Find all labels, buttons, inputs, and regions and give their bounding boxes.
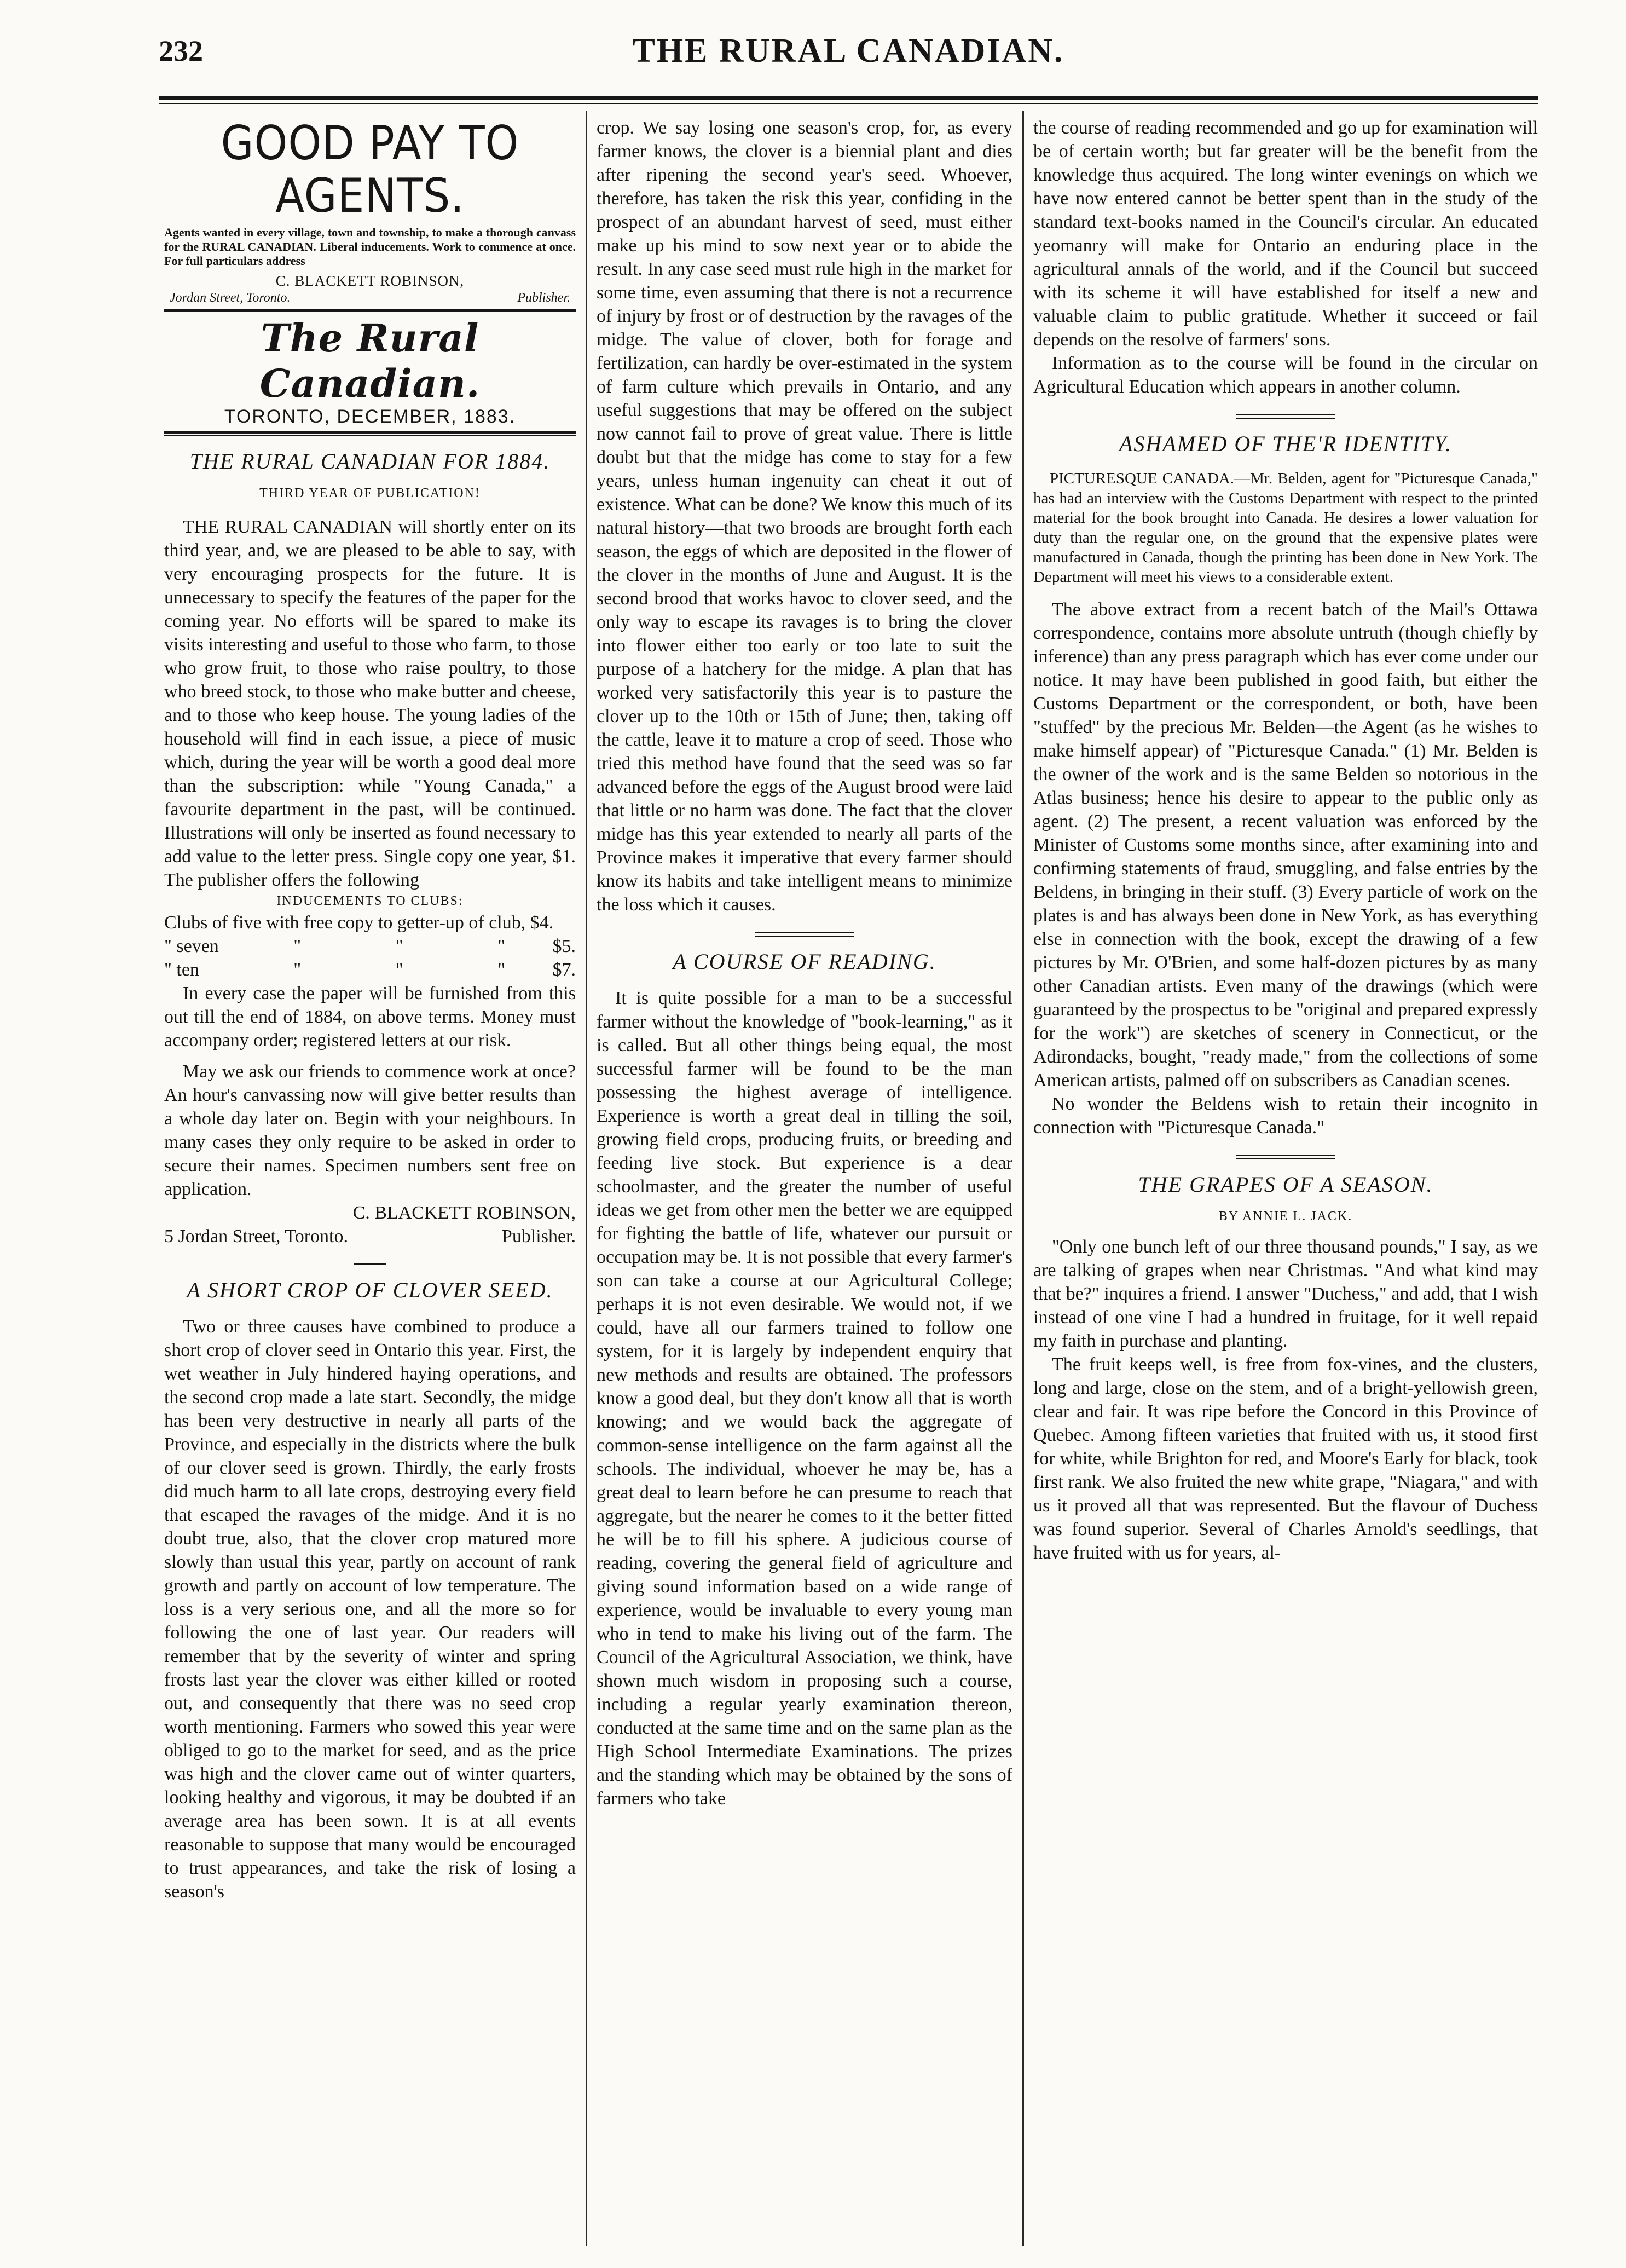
article-paragraph: The above extract from a recent batch of the Mail's Ottawa correspondence, contains more absolute untruth (though chiefly by inference) than any press paragraph which has ever come under our notice. It may have been published in good faith, but either the Customs Department or the correspondent, or both, have been "stuffed" by the precious Mr. Belden—the Agent (as he wishes to make himself appear) of "Picturesque Canada." (1) Mr. Belden is the owner of the work and is the same Belden so notorious in the Atlas business; hence his desire to appear to the public only as agent. (2) The present, a recent valuation was enforced by the Minister of Customs some months since, after examining into and confirming statements of fraud, smuggling, and false entries by the Beldens, in bringing in their stuff. (3) Every particle of work on the plates is and has always been done in New York, as has everything else in connection with the book, except the drawing of a few pictures by Mr. O'Brien, and some half-dozen pictures by as many other Canadian artists. Even many of the drawings (which were guaranteed by the prospectus to be "original and prepared expressly for the work") are sketches of scenery in Connecticut, or the Adirondacks, bought, "ready made," from the collections of some American artists, palmed off on subscribers as Canadian scenes.: [1033, 599, 1538, 1090]
article-paragraph: No wonder the Beldens wish to retain their incognito in connection with "Picturesque Canada.": [1033, 1094, 1538, 1138]
club-price: $5.: [552, 936, 576, 956]
signature-name: C. BLACKETT ROBINSON,: [352, 1203, 576, 1223]
article-paragraph: May we ask our friends to commence work at once? An hour's canvassing now will give better results than a whole day later on. Begin with your neighbours. In many cases they only require to be asked in order to secure their names. Specimen numbers sent free on application.: [164, 1061, 576, 1199]
masthead-rule-bottom: [164, 431, 576, 434]
dateline: TORONTO, DECEMBER, 1883.: [224, 406, 516, 427]
article-paragraph: In every case the paper will be furnished from this out till the end of 1884, on above terms. Money must accompany order; registered letters at our risk.: [164, 983, 576, 1051]
column-divider-2: [1022, 111, 1024, 2246]
article-paragraph: THE RURAL CANADIAN will shortly enter on its third year, and, we are pleased to be able to say, with very encouraging prospects for the future. It is unnecessary to specify the features of the paper for the coming year. No efforts will be spared to make its visits interesting and useful to those who farm, to those who grow fruit, to those who raise poultry, to those who breed stock, to those who make butter and cheese, and to those who keep house. The young ladies of the household will find in each issue, a piece of music which, during the year will be worth a good deal more than the subscription: while "Young Canada," a favourite department in the past, will be continued. Illustrations will only be inserted as found necessary to add value to the letter press. Single copy one year, $1. The publisher offers the following: [164, 517, 576, 890]
ad-address: Jordan Street, Toronto.: [170, 291, 291, 305]
header-rule-thick: [159, 96, 1538, 100]
column-divider-1: [586, 111, 587, 2246]
article-byline: BY ANNIE L. JACK.: [1218, 1209, 1353, 1224]
club-label: " seven: [164, 936, 219, 956]
ditto-mark: ": [293, 960, 302, 980]
ad-footer: [170, 291, 570, 305]
ad-publisher-name: C. BLACKETT ROBINSON,: [275, 273, 465, 289]
section-divider: [755, 936, 854, 937]
column-3: [1033, 116, 1538, 2251]
article-paragraph: The fruit keeps well, is free from fox-vines, and the clusters, long and large, close on the stem, and of a bright-yellowish green, clear and fair. It was ripe before the Concord in this Province of Quebec. Among fifteen varieties that fruited with us, it stood first for white, while Brighton for red, and Moore's Early for black, took first rank. We also fruited the new white grape, "Niagara," and with us it proved all that was represented. But the flavour of Duchess was found superior. Several of Charles Arnold's seedlings, that have fruited with us for years, al-: [1033, 1354, 1538, 1563]
ditto-mark: ": [395, 936, 403, 956]
article-subtitle: THIRD YEAR OF PUBLICATION!: [259, 486, 481, 500]
article-paragraph: the course of reading recommended and go up for examination will be of certain worth; but far greater will be the benefit from the knowledge thus acquired. The long winter evenings on which we have now entered cannot be better spent than in the study of the standard text-books named in the Council's circular. An educated yeomanry will make for Ontario an enduring place in the agricultural annals of the world, and if the Council but succeed with its scheme it will have established for itself a new and valuable claim to public gratitude. Whether it succeed or fail depends on the resolve of farmers' sons.: [1033, 118, 1538, 350]
ditto-mark: ": [293, 936, 302, 956]
signature-address: 5 Jordan Street, Toronto.: [164, 1226, 348, 1246]
article-paragraph: "Only one bunch left of our three thousand pounds," I say, as we are talking of grapes when near Christmas. "And what kind may that be?" inquires a friend. I answer "Duchess," and add, that I wish instead of one vine I had a hundred in fruitage, for it well repaid my faith in purchase and planting.: [1033, 1237, 1538, 1351]
club-price: $7.: [552, 960, 576, 980]
ad-body: Agents wanted in every village, town and township, to make a thorough canvass for the RURAL CANADIAN. Liberal inducements. Work to commence at once. For full particulars address: [164, 226, 576, 268]
article-title: THE GRAPES OF A SEASON.: [1138, 1172, 1433, 1197]
column-2: [597, 116, 1012, 2251]
club-offer-five: Clubs of five with free copy to getter-up of club, $4.: [164, 913, 554, 933]
section-divider: [755, 932, 854, 933]
page-header: [159, 34, 1538, 78]
running-title: THE RURAL CANADIAN.: [632, 32, 1064, 70]
article-paragraph: Two or three causes have combined to produce a short crop of clover seed in Ontario this year. First, the wet weather in July hindered haying operations, and the second crop made a late start. Secondly, the midge has been very destructive in nearly all parts of the Province, and especially in the districts where the bulk of our clover seed is grown. Thirdly, the early frosts did much harm to all late crops, destroying every field that escaped the ravages of the midge. And it is no doubt true, also, that the clover crop matured more slowly than usual this year, partly on account of rank growth and partly on account of low temperature. The loss is a very serious one, and all the more so for following the one of last year. Our readers will remember that by the severity of winter and spring frosts last year the clover was either killed or rooted out, and consequently that there was no seed crop worth mentioning. Farmers who sowed this year were obliged to go to the market for seed, and as the price was high and the clover came out of winter quarters, looking healthy and vigorous, it may be doubted if an average area has been sown. It is at all events reasonable to suppose that many would be encouraged to trust appearances, and take the risk of losing a season's: [164, 1317, 576, 1902]
header-rule-thin: [159, 103, 1538, 104]
signature-role: Publisher.: [501, 1226, 576, 1246]
section-divider: [1236, 414, 1335, 415]
ditto-mark: ": [395, 960, 403, 980]
section-divider: [1236, 418, 1335, 419]
article-paragraph: Information as to the course will be found in the circular on Agricultural Education which appears in another column.: [1033, 353, 1538, 397]
club-offer-ten: [164, 958, 576, 982]
article-title: ASHAMED OF THE'R IDENTITY.: [1119, 431, 1452, 456]
article-title: A SHORT CROP OF CLOVER SEED.: [187, 1278, 553, 1302]
masthead-rule-top: [164, 309, 576, 312]
section-divider: [1236, 1155, 1335, 1156]
ditto-mark: ": [497, 936, 506, 956]
quoted-excerpt: PICTURESQUE CANADA.—Mr. Belden, agent for "Picturesque Canada," has had an interview with the Customs Department with respect to the printed material for the book brought into Canada. He desires a lower valuation for duty than the regular one, on the ground that the expensive plates were manufactured in Canada, though the printing has been done in New York. The Department will meet his views to a considerable extent.: [1033, 470, 1538, 586]
ditto-marks: [246, 958, 553, 982]
ad-title: GOOD PAY TO AGENTS.: [221, 116, 519, 223]
masthead: The Rural Canadian.: [259, 315, 481, 406]
ad-role: Publisher.: [517, 291, 570, 305]
club-offer-seven: [164, 934, 576, 958]
column-1: [164, 116, 576, 2251]
signature-footer: [164, 1225, 576, 1248]
masthead-rule-thin: [164, 435, 576, 436]
article-title: THE RURAL CANADIAN FOR 1884.: [189, 449, 551, 474]
section-divider: [1236, 1158, 1335, 1159]
ditto-mark: ": [497, 960, 506, 980]
inducements-heading: INDUCEMENTS TO CLUBS:: [276, 894, 464, 908]
section-divider: [354, 1263, 386, 1265]
club-label: " ten: [164, 960, 199, 980]
ditto-marks: [246, 934, 553, 958]
page-number: 232: [159, 34, 203, 67]
article-paragraph: crop. We say losing one season's crop, for, as every farmer knows, the clover is a biennial plant and dies after ripening the second year's seed. Whoever, therefore, has taken the risk this year, confiding in the prospect of an abundant harvest of seed, must either make up his mind to sow next year or to abide the result. In any case seed must rule high in the market for some time, even assuming that there is not a recurrence of injury by frost or of destruction by the ravages of the midge. The value of clover, both for forage and fertilization, can hardly be over-estimated in the system of farm culture which prevails in Ontario, and any useful suggestions that may be offered on the subject now cannot fail to prove of great value. There is little doubt but that the midge has come to stay for a few years, unless human ingenuity can cheat it out of existence. What can be done? We know this much of its natural history—that two broods are brought forth each season, the eggs of which are deposited in the flower of the clover in the months of June and August. It is the second brood that works havoc to clover seed, and the only way to escape its ravages is to bring the clover into flower either too early or too late to suit the purpose of a hatchery for the midge. A plan that has worked very satisfactorily this year is to pasture the clover up to the 10th or 15th of June; then, taking off the cattle, leave it to mature a crop of seed. Those who tried this method have found that the seed was so far advanced before the eggs of the August brood were laid that little or no harm was done. The fact that the clover midge has this year extended to nearly all parts of the Province makes it imperative that every farmer should know its habits and take intelligent means to minimize the loss which it causes.: [597, 118, 1012, 915]
article-paragraph: It is quite possible for a man to be a successful farmer without the knowledge of "book-learning," as it is called. But all other things being equal, the most successful farmer will be found to be the man possessing the highest average of intelligence. Experience is worth a great deal in tilling the soil, growing field crops, producing fruits, or breeding and feeding live stock. But experience is a dear schoolmaster, and the greater the number of useful ideas we get from other men the better we are equipped for fighting the battle of life, whatever our pursuit or occupation may be. It is not possible that every farmer's son can take a course at our Agricultural College; perhaps it is not even desirable. We would not, if we could, have all our farmers trained to follow one system, for it is largely by independent enquiry that new methods and results are obtained. The professors know a good deal, but they don't know all that is worth knowing; and we would back the aggregate of common-sense intelligence on the farm against all the schools. The individual, whoever he may be, has a great deal to learn before he can presume to reach that aggregate, but the nearer he comes to it the better fitted he will be to fill his sphere. A judicious course of reading, covering the general field of agriculture and giving sound information based on a wide range of experience, would be invaluable to every young man who in tend to make his living out of the farm. The Council of the Agricultural Association, we think, have shown much wisdom in proposing such a course, including a regular yearly examination thereon, conducted at the same time and on the same plan as the High School Intermediate Examinations. The prizes and the standing which may be obtained by the sons of farmers who take: [597, 988, 1012, 1809]
article-title: A COURSE OF READING.: [673, 949, 936, 974]
